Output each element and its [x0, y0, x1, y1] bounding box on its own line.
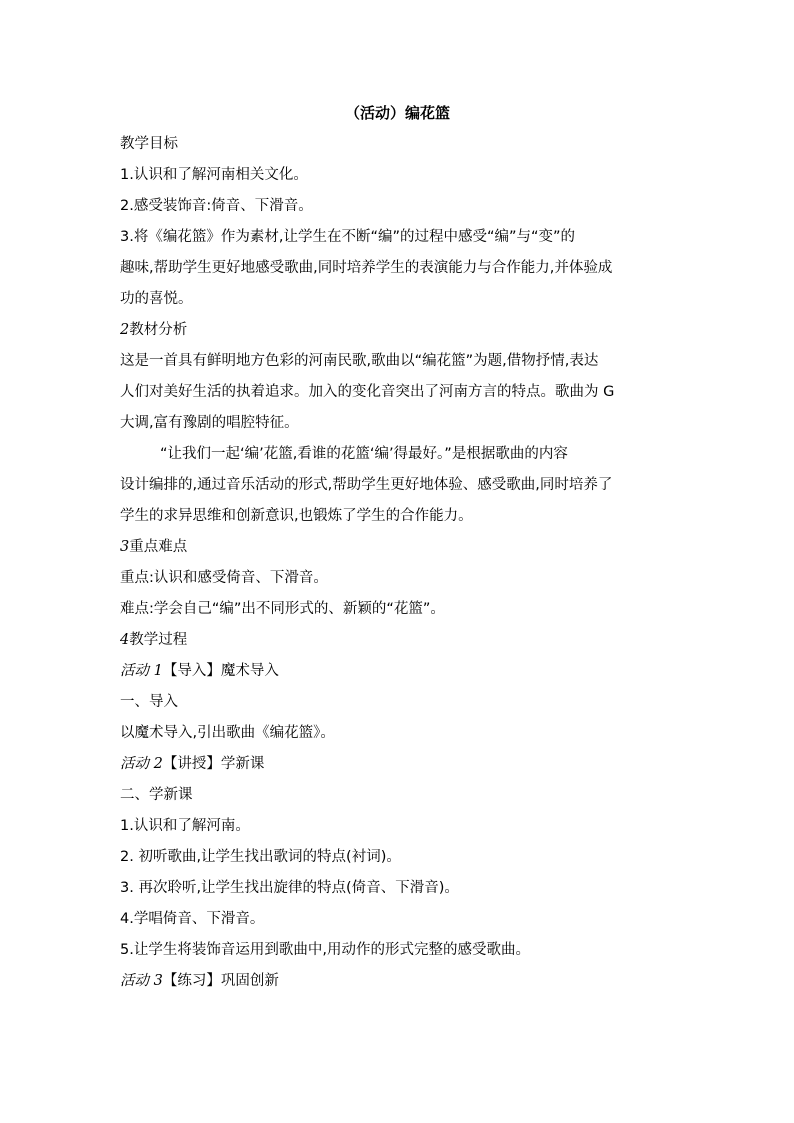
lesson-item-2: [120, 847, 675, 867]
line-text: 3. 再次聆听,让学生找出旋律的特点(倚音、下滑音)。: [120, 880, 459, 896]
line-text: 重点难点: [129, 539, 188, 555]
lesson-item-3: [120, 878, 675, 898]
line-text: 趣味,帮助学生更好地感受歌曲,同时培养学生的表演能力与合作能力,并体验成: [120, 260, 613, 276]
line-text: 1.认识和了解河南。: [120, 818, 250, 834]
lesson-item-1: [120, 816, 675, 836]
line-text: 功的喜悦。: [120, 291, 193, 307]
analysis-paragraph-line-3: [120, 413, 675, 433]
line-text: 教材分析: [129, 322, 188, 338]
line-text: 【讲授】学新课: [162, 756, 265, 772]
activity-1-heading: [120, 661, 675, 681]
line-text: 这是一首具有鲜明地方色彩的河南民歌,歌曲以“编花篮”为题,借物抒情,表达: [120, 353, 599, 369]
line-text: 【练习】巩固创新: [162, 973, 279, 989]
step-heading-intro: [120, 692, 675, 712]
line-text: 4.学唱倚音、下滑音。: [120, 911, 265, 927]
activity-label: 活动 3: [120, 973, 163, 989]
line-text: 设计编排的,通过音乐活动的形式,帮助学生更好地体验、感受歌曲,同时培养了: [120, 477, 613, 493]
line-text: 1.认识和了解河南相关文化。: [120, 167, 308, 183]
line-text: 2. 初听歌曲,让学生找出歌词的特点(衬词)。: [120, 849, 401, 865]
line-text: 3.将《编花篮》作为素材,让学生在不断“编”的过程中感受“编”与“变”的: [120, 229, 576, 245]
activity-label: 活动 2: [120, 756, 163, 772]
key-point-line: [120, 568, 675, 588]
analysis-paragraph-2-line-1: [160, 444, 675, 464]
line-text: 二、学新课: [120, 787, 193, 803]
analysis-paragraph-2-line-3: [120, 506, 675, 526]
objective-item-2: [120, 196, 675, 216]
section-heading-analysis: [120, 320, 675, 340]
line-text: “让我们一起‘编’花篮,看谁的花篮‘编’得最好。”是根据歌曲的内容: [160, 446, 568, 462]
line-text: 重点:认识和感受倚音、下滑音。: [120, 570, 328, 586]
line-text: 教学过程: [129, 632, 188, 648]
section-heading-key-points: [120, 537, 675, 557]
line-text: 【导入】魔术导入: [162, 663, 279, 679]
difficulty-line: [120, 599, 675, 619]
objective-item-3-line-1: [120, 227, 675, 247]
section-number: 3: [120, 539, 130, 555]
line-text: 人们对美好生活的执着追求。加入的变化音突出了河南方言的特点。歌曲为 G: [120, 384, 615, 400]
lesson-item-5: [120, 940, 675, 960]
line-text: 以魔术导入,引出歌曲《编花篮》。: [120, 725, 335, 741]
objective-item-3-line-2: [120, 258, 675, 278]
line-text: 大调,富有豫剧的唱腔特征。: [120, 415, 299, 431]
activity-label: 活动 1: [120, 663, 163, 679]
analysis-paragraph-line-2: [120, 382, 675, 402]
analysis-paragraph-line-1: [120, 351, 675, 371]
line-text: 2.感受装饰音:倚音、下滑音。: [120, 198, 313, 214]
step-heading-new-lesson: [120, 785, 675, 805]
lesson-item-4: [120, 909, 675, 929]
objective-item-3-line-3: [120, 289, 675, 309]
activity-2-heading: [120, 754, 675, 774]
line-text: 一、导入: [120, 694, 178, 710]
section-number: 4: [120, 632, 130, 648]
analysis-paragraph-2-line-2: [120, 475, 675, 495]
line-text: 难点:学会自己“编”出不同形式的、新颖的“花篮”。: [120, 601, 445, 617]
objective-item-1: [120, 165, 675, 185]
line-text: 学生的求异思维和创新意识,也锻炼了学生的合作能力。: [120, 508, 473, 524]
section-number: 2: [120, 322, 130, 338]
line-text: 5.让学生将装饰音运用到歌曲中,用动作的形式完整的感受歌曲。: [120, 942, 530, 958]
section-heading-process: [120, 630, 675, 650]
activity-3-heading: [120, 971, 675, 991]
intro-line: [120, 723, 675, 743]
section-heading-objectives: [120, 134, 675, 154]
document-title: （活动）编花篮: [344, 104, 450, 122]
line-text: 教学目标: [120, 136, 178, 152]
